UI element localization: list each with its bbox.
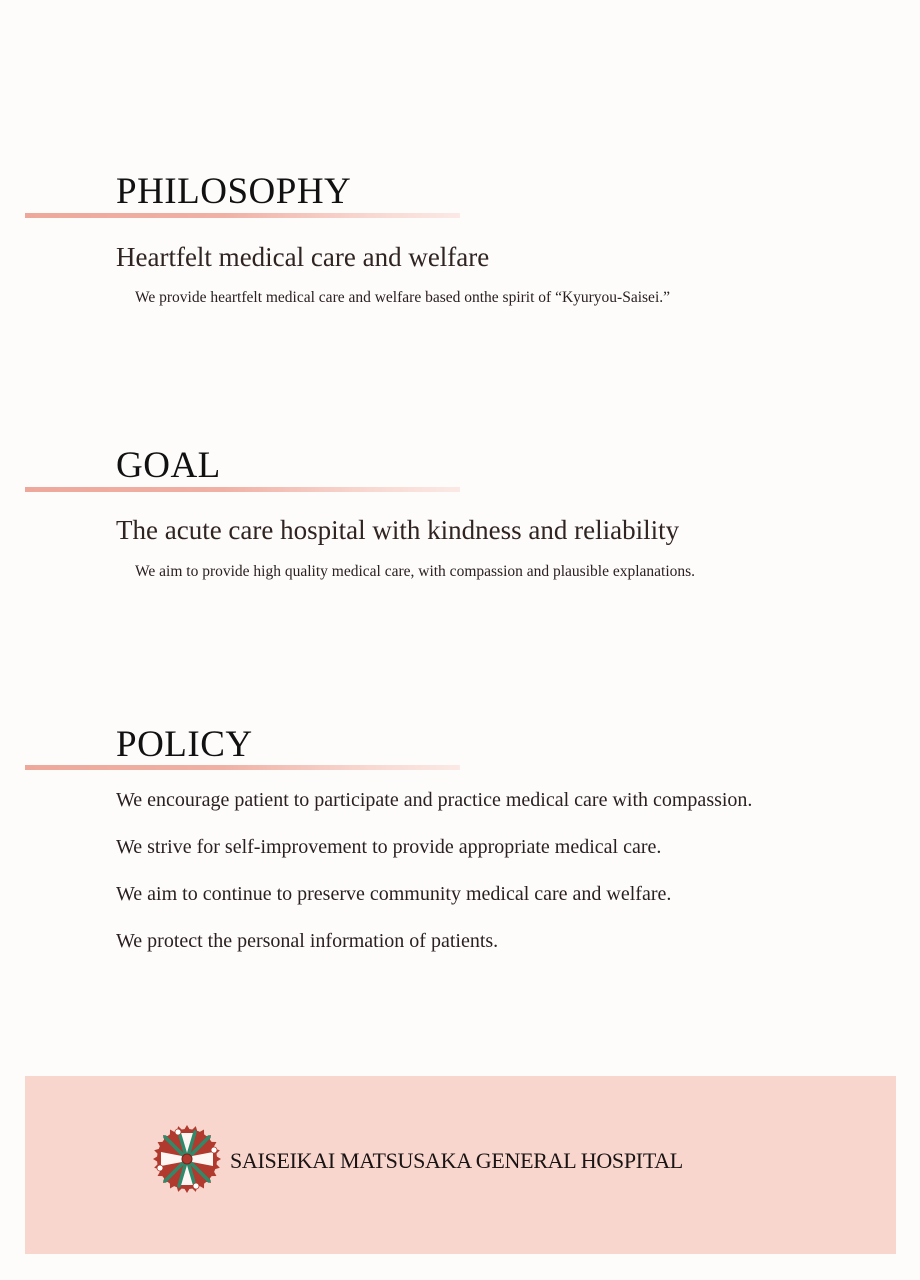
policy-item: We encourage patient to participate and practice medical care with compassion. xyxy=(116,789,753,811)
philosophy-divider xyxy=(25,213,460,218)
footer-banner xyxy=(25,1076,896,1254)
policy-item: We strive for self-improvement to provide appropriate medical care. xyxy=(116,836,662,858)
goal-divider xyxy=(25,487,460,492)
policy-title: POLICY xyxy=(116,724,253,765)
hospital-name: SAISEIKAI MATSUSAKA GENERAL HOSPITAL xyxy=(230,1148,683,1173)
goal-title: GOAL xyxy=(116,445,221,486)
goal-subheading: The acute care hospital with kindness and reliability xyxy=(116,515,680,545)
philosophy-title: PHILOSOPHY xyxy=(116,171,352,212)
policy-divider xyxy=(25,765,460,770)
policy-item: We protect the personal information of patients. xyxy=(116,930,499,952)
goal-description: We aim to provide high quality medical care, with compassion and plausible explanations. xyxy=(135,563,696,580)
policy-item: We aim to continue to preserve community medical care and welfare. xyxy=(116,883,672,905)
philosophy-description: We provide heartfelt medical care and welfare based onthe spirit of “Kyuryou-Saisei.” xyxy=(135,289,670,306)
saiseikai-emblem-icon xyxy=(152,1124,222,1194)
philosophy-subheading: Heartfelt medical care and welfare xyxy=(116,242,490,272)
